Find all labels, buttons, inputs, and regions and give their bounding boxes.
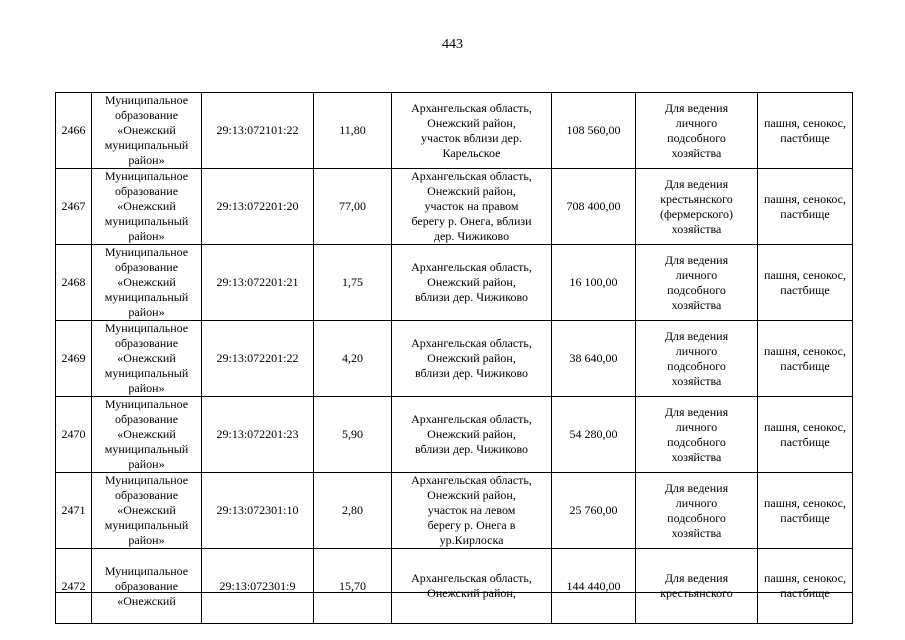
table-row xyxy=(56,473,853,549)
owner-cell: Муниципальное образование «Онежский xyxy=(92,549,202,624)
area-cell: 11,80 xyxy=(314,93,392,169)
land-use-type-cell: пашня, сенокос, пастбище xyxy=(758,93,853,169)
cadastral-number-cell: 29:13:072201:20 xyxy=(202,169,314,245)
cadastral-value-cell: 38 640,00 xyxy=(552,321,636,397)
owner-cell: Муниципальное образование «Онежский муниципальный район» xyxy=(92,397,202,473)
land-plots-table-container xyxy=(55,92,852,608)
permitted-use-cell: Для ведения личного подсобного хозяйства xyxy=(636,321,758,397)
location-cell: Архангельская область, Онежский район, xyxy=(392,549,552,624)
permitted-use-cell: Для ведения крестьянского xyxy=(636,549,758,624)
land-use-type-cell: пашня, сенокос, пастбище xyxy=(758,321,853,397)
location-cell: Архангельская область, Онежский район, участок на левом берегу р. Онега в ур.Кирлоска xyxy=(392,473,552,549)
cadastral-value-cell: 708 400,00 xyxy=(552,169,636,245)
area-cell: 15,70 xyxy=(314,549,392,624)
owner-cell: Муниципальное образование «Онежский муниципальный район» xyxy=(92,245,202,321)
location-cell: Архангельская область, Онежский район, вблизи дер. Чижиково xyxy=(392,397,552,473)
cadastral-value-cell: 108 560,00 xyxy=(552,93,636,169)
owner-cell: Муниципальное образование «Онежский муниципальный район» xyxy=(92,169,202,245)
area-cell: 5,90 xyxy=(314,397,392,473)
land-use-type-cell: пашня, сенокос, пастбище xyxy=(758,245,853,321)
cadastral-value-cell: 54 280,00 xyxy=(552,397,636,473)
row-number-cell: 2467 xyxy=(56,169,92,245)
table-row xyxy=(56,397,853,473)
permitted-use-cell: Для ведения личного подсобного хозяйства xyxy=(636,397,758,473)
land-use-type-cell: пашня, сенокос, пастбище xyxy=(758,169,853,245)
permitted-use-cell: Для ведения крестьянского (фермерского) хозяйства xyxy=(636,169,758,245)
permitted-use-cell: Для ведения личного подсобного хозяйства xyxy=(636,245,758,321)
location-cell: Архангельская область, Онежский район, вблизи дер. Чижиково xyxy=(392,321,552,397)
cadastral-number-cell: 29:13:072301:10 xyxy=(202,473,314,549)
row-number-cell: 2472 xyxy=(56,549,92,624)
owner-cell: Муниципальное образование «Онежский муниципальный район» xyxy=(92,473,202,549)
area-cell: 4,20 xyxy=(314,321,392,397)
land-use-type-cell: пашня, сенокос, пастбище xyxy=(758,473,853,549)
cadastral-number-cell: 29:13:072201:23 xyxy=(202,397,314,473)
cadastral-value-cell: 144 440,00 xyxy=(552,549,636,624)
row-number-cell: 2470 xyxy=(56,397,92,473)
table-row xyxy=(56,549,853,624)
permitted-use-cell: Для ведения личного подсобного хозяйства xyxy=(636,473,758,549)
row-number-cell: 2469 xyxy=(56,321,92,397)
area-cell: 1,75 xyxy=(314,245,392,321)
cadastral-value-cell: 25 760,00 xyxy=(552,473,636,549)
location-cell: Архангельская область, Онежский район, участок вблизи дер. Карельское xyxy=(392,93,552,169)
table-row xyxy=(56,321,853,397)
area-cell: 2,80 xyxy=(314,473,392,549)
row-number-cell: 2471 xyxy=(56,473,92,549)
table-row xyxy=(56,169,853,245)
cadastral-number-cell: 29:13:072201:22 xyxy=(202,321,314,397)
area-cell: 77,00 xyxy=(314,169,392,245)
row-number-cell: 2468 xyxy=(56,245,92,321)
owner-cell: Муниципальное образование «Онежский муниципальный район» xyxy=(92,93,202,169)
table-row xyxy=(56,245,853,321)
table-row xyxy=(56,93,853,169)
cadastral-number-cell: 29:13:072101:22 xyxy=(202,93,314,169)
permitted-use-cell: Для ведения личного подсобного хозяйства xyxy=(636,93,758,169)
land-plots-table xyxy=(55,92,853,624)
land-use-type-cell: пашня, сенокос, пастбище xyxy=(758,549,853,624)
cadastral-number-cell: 29:13:072201:21 xyxy=(202,245,314,321)
owner-cell: Муниципальное образование «Онежский муниципальный район» xyxy=(92,321,202,397)
location-cell: Архангельская область, Онежский район, вблизи дер. Чижиково xyxy=(392,245,552,321)
land-use-type-cell: пашня, сенокос, пастбище xyxy=(758,397,853,473)
cadastral-number-cell: 29:13:072301:9 xyxy=(202,549,314,624)
cadastral-value-cell: 16 100,00 xyxy=(552,245,636,321)
location-cell: Архангельская область, Онежский район, участок на правом берегу р. Онега, вблизи дер. Чижиково xyxy=(392,169,552,245)
page-number: 443 xyxy=(442,37,463,52)
row-number-cell: 2466 xyxy=(56,93,92,169)
